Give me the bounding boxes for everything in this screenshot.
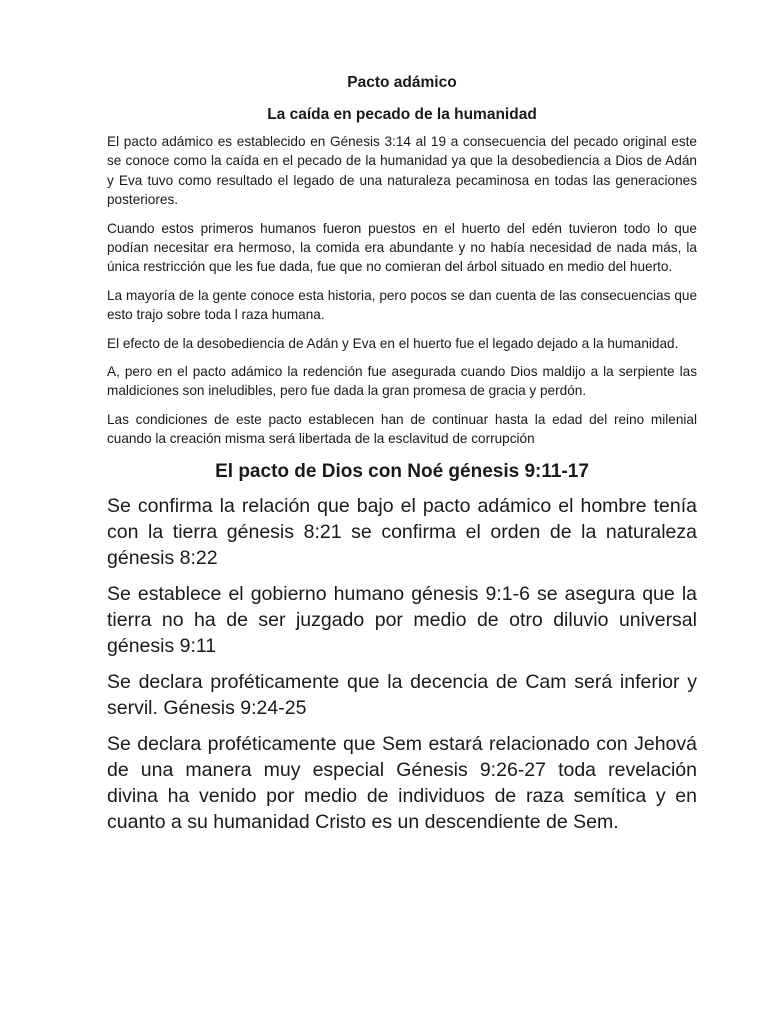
document-title: Pacto adámico — [347, 74, 457, 91]
section-pacto-adamico — [107, 132, 697, 449]
paragraph: El efecto de la desobediencia de Adán y Eva en el huerto fue el legado dejado a la humanidad. — [107, 335, 679, 351]
paragraph: Se establece el gobierno humano génesis 9:1-6 se asegura que la tierra no ha de ser juzgado por medio de otro diluvio universal génesis 9:11 — [107, 582, 697, 657]
paragraph: El pacto adámico es establecido en Génesis 3:14 al 19 a consecuencia del pecado original este se conoce como la caída en el pecado de la humanidad ya que la desobediencia a Dios de Adán y Eva tuvo como resultado el legado de una naturaleza pecaminosa en todas las generaciones posteriores. — [107, 134, 697, 208]
paragraph: La mayoría de la gente conoce esta historia, pero pocos se dan cuenta de las consecuencias que esto trajo sobre toda l raza humana. — [107, 287, 697, 323]
paragraph: A, pero en el pacto adámico la redención fue asegurada cuando Dios maldijo a la serpiente las maldiciones son ineludibles, pero fue dada la gran promesa de gracia y perdón. — [107, 364, 697, 399]
paragraph: Las condiciones de este pacto establecen han de continuar hasta la edad del reino milenial cuando la creación misma será libertada de la esclavitud de corrupción — [107, 411, 697, 447]
section-pacto-noe — [107, 493, 697, 835]
paragraph: Se declara proféticamente que la decencia de Cam será inferior y servil. Génesis 9:24-25 — [107, 670, 697, 719]
paragraph: Se confirma la relación que bajo el pacto adámico el hombre tenía con la tierra génesis 8:21 se confirma el orden de la naturaleza génesis 8:22 — [107, 494, 697, 569]
document-subtitle: La caída en pecado de la humanidad — [267, 106, 537, 123]
section-heading-noe: El pacto de Dios con Noé génesis 9:11-17 — [215, 460, 589, 482]
paragraph: Cuando estos primeros humanos fueron puestos en el huerto del edén tuvieron todo lo que podían necesitar era hermoso, la comida era abundante y no había necesidad de nada más, la única restricción que les fue dada, fue que no comieran del árbol situado en medio del huerto. — [107, 220, 697, 275]
paragraph: Se declara proféticamente que Sem estará relacionado con Jehová de una manera muy especial Génesis 9:26-27 toda revelación divina ha venido por medio de individuos de raza semítica y en cuanto a su humanidad Cristo es un descendiente de Sem. — [107, 732, 697, 833]
